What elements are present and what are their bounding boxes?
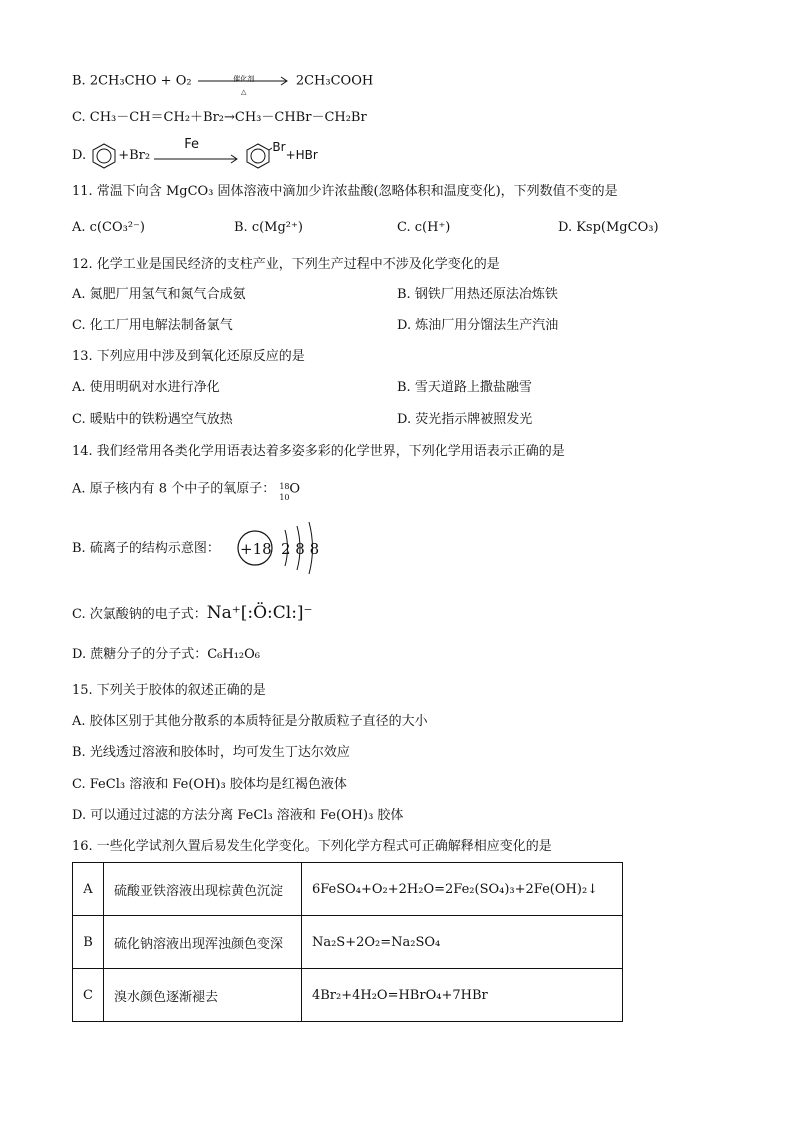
q15-option-c: C. FeCl₃ 溶液和 Fe(OH)₃ 胶体均是红褐色液体: [72, 777, 347, 792]
benzene-ring-icon: [90, 142, 118, 170]
q11-option-d: D. Ksp(MgCO₃): [558, 220, 659, 235]
option-label: D.: [72, 148, 91, 163]
condition-fe: Fe: [184, 136, 200, 152]
equation-rhs: 2CH₃COOH: [295, 73, 374, 89]
q14-option-d: D. 蔗糖分子的分子式：C₆H₁₂O₆: [72, 647, 261, 662]
q15-option-a: A. 胶体区别于其他分散系的本质特征是分散质粒子直径的大小: [72, 714, 428, 729]
arrow-icon: [154, 142, 240, 170]
q10-option-b: [72, 72, 374, 96]
byproduct: +HBr: [285, 148, 318, 162]
row-equation: 6FeSO₄+O₂+2H₂O=2Fe₂(SO₄)₃+2Fe(OH)₂↓: [301, 863, 622, 916]
q15-option-d: D. 可以通过过滤的方法分离 FeCl₃ 溶液和 Fe(OH)₃ 胶体: [72, 808, 404, 823]
row-phenomenon: 溴水颜色逐渐褪去: [103, 969, 301, 1022]
reaction-arrow: [198, 72, 290, 96]
table-row: [73, 863, 623, 916]
table-row: [73, 916, 623, 969]
q12-option-d: D. 炼油厂用分馏法生产汽油: [397, 318, 559, 333]
nuclide-notation: [279, 479, 290, 502]
row-equation: Na₂S+2O₂=Na₂SO₄: [301, 916, 622, 969]
row-phenomenon: 硫酸亚铁溶液出现棕黄色沉淀: [103, 863, 301, 916]
electron-formula: Na⁺[:Ö:Cl:]⁻: [206, 603, 313, 623]
q11-option-b: B. c(Mg²⁺): [234, 220, 303, 235]
option-text: A. 原子核内有 8 个中子的氧原子：: [72, 481, 276, 497]
q13-option-b: B. 雪天道路上撒盐融雪: [397, 380, 532, 395]
option-text: B. 硫离子的结构示意图：: [72, 541, 220, 556]
option-label: B.: [72, 73, 90, 89]
q14-option-c: [72, 604, 313, 624]
q12-option-b: B. 钢铁厂用热还原法冶炼铁: [397, 287, 558, 302]
q11-option-a: A. c(CO₃²⁻): [72, 220, 145, 235]
row-equation: 4Br₂+4H₂O=HBrO₄+7HBr: [301, 969, 622, 1022]
condition-catalyst: 催化剂: [233, 75, 255, 83]
q11-stem: 11. 常温下向含 MgCO₃ 固体溶液中滴加少许浓盐酸(忽略体积和温度变化)，下列数值不变的是: [72, 184, 618, 199]
atomic-number: 10: [279, 493, 290, 502]
q13-option-a: A. 使用明矾对水进行净化: [72, 380, 220, 395]
row-key: C: [73, 969, 104, 1022]
condition-heat: △: [241, 88, 247, 96]
electron-shells: 2 8 8: [281, 540, 320, 558]
table-row: [73, 969, 623, 1022]
q10-option-d: [72, 136, 318, 170]
substituent-br: Br: [272, 140, 286, 154]
q15-option-b: B. 光线透过溶液和胶体时，均可发生丁达尔效应: [72, 745, 350, 760]
q15-stem: 15. 下列关于胶体的叙述正确的是: [72, 683, 266, 698]
nucleus-charge: +18: [240, 540, 272, 558]
q16-stem: 16. 一些化学试剂久置后易发生化学变化。下列化学方程式可正确解释相应变化的是: [72, 839, 552, 854]
q13-option-c: C. 暖贴中的铁粉遇空气放热: [72, 412, 233, 427]
reagent: +Br₂: [118, 148, 151, 163]
q14-stem: 14. 我们经常用各类化学用语表达着多姿多彩的化学世界，下列化学用语表示正确的是: [72, 444, 565, 459]
q12-option-c: C. 化工厂用电解法制备氯气: [72, 318, 233, 333]
q14-option-a: [72, 479, 301, 502]
q10-option-c: [72, 109, 367, 127]
q11-option-c: C. c(H⁺): [397, 220, 451, 235]
q13-option-d: D. 荧光指示牌被照发光: [397, 412, 533, 427]
equation: CH₃－CH＝CH₂＋Br₂→CH₃－CHBr－CH₂Br: [89, 110, 367, 125]
benzene-ring-icon: [244, 142, 272, 170]
q14-option-b: [72, 540, 220, 558]
q13-stem: 13. 下列应用中涉及到氧化还原反应的是: [72, 349, 305, 364]
element-symbol: O: [289, 481, 301, 497]
q12-stem: 12. 化学工业是国民经济的支柱产业，下列生产过程中不涉及化学变化的是: [72, 257, 500, 272]
option-text: C. 次氯酸钠的电子式：: [72, 607, 207, 622]
option-label: C.: [72, 110, 90, 125]
q16-options-table: [72, 862, 623, 1022]
row-key: B: [73, 916, 104, 969]
reaction-arrow: [154, 136, 240, 170]
q12-option-a: A. 氮肥厂用氢气和氮气合成氨: [72, 287, 246, 302]
equation-lhs: 2CH₃CHO + O₂: [89, 73, 192, 89]
row-key: A: [73, 863, 104, 916]
mass-number: 18: [279, 482, 290, 491]
row-phenomenon: 硫化钠溶液出现浑浊颜色变深: [103, 916, 301, 969]
